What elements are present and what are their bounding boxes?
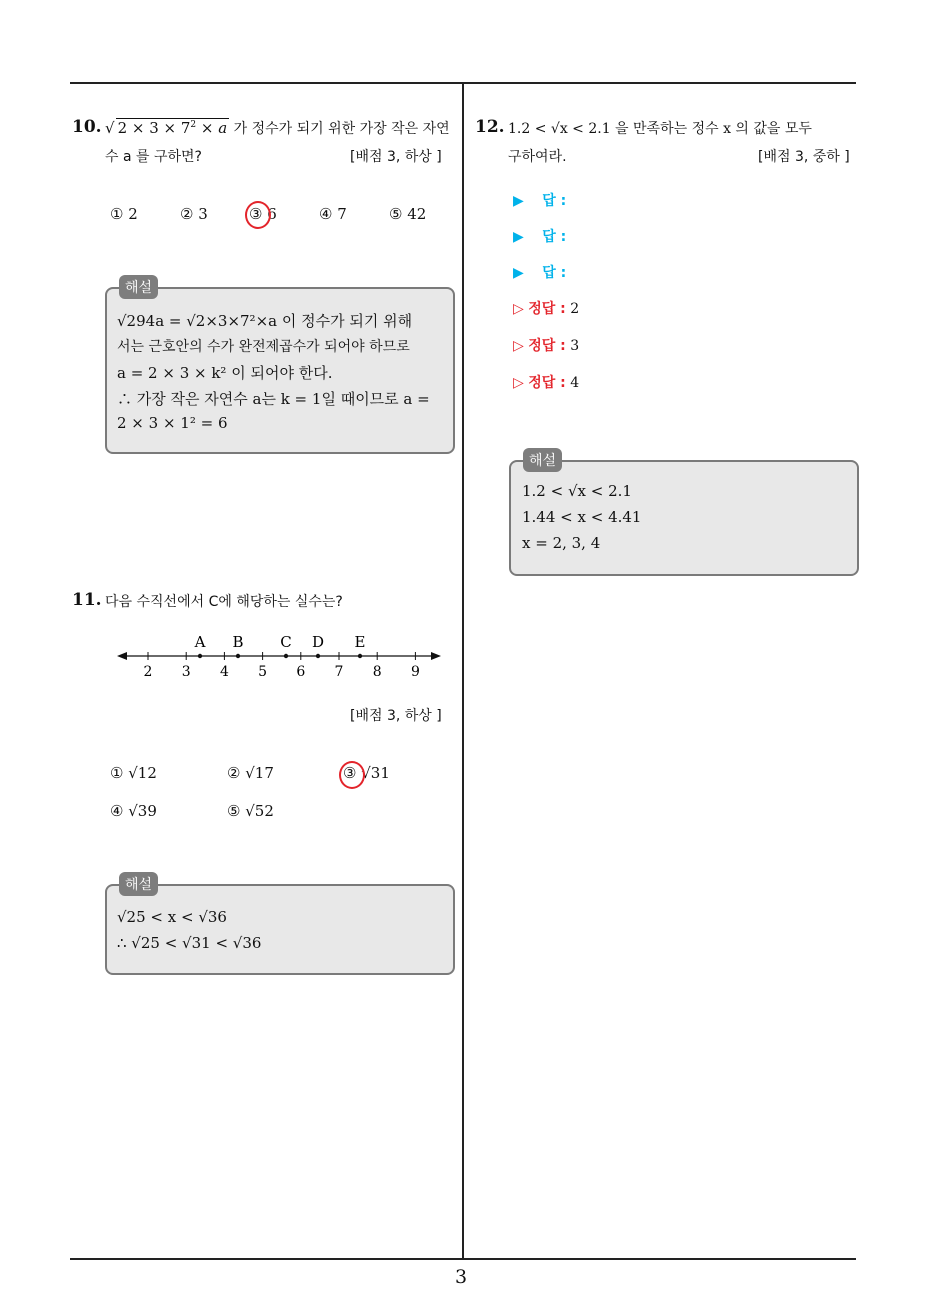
number-line-right-arrow: [431, 652, 441, 660]
q10-number: 10.: [72, 117, 102, 137]
q11-explanation-line-1: √25 < x < √36: [117, 908, 227, 926]
q12-answer-label-2: 답 :: [542, 229, 567, 245]
number-line-point: [198, 654, 202, 658]
q12-answer-label-1: 답 :: [542, 193, 567, 209]
q12-explanation-line-2: 1.44 < x < 4.41: [522, 508, 642, 526]
q11-number: 11.: [72, 590, 102, 610]
q10-explanation-line-4: ∴ 가장 작은 자연수 a는 k = 1일 때이므로 a =: [117, 390, 430, 408]
q10-score: [배점 3, 하상 ]: [350, 149, 442, 165]
outline-play-icon: ▷: [513, 338, 524, 354]
number-line-point: [236, 654, 240, 658]
q12-correct-row-2: [513, 335, 579, 355]
q12-explanation-tag: 해설: [523, 448, 562, 472]
q11-explanation-box: [105, 884, 455, 975]
q10-choice-3[interactable]: ③ 6: [249, 205, 277, 223]
q10-stem: [105, 118, 450, 138]
q12-stem-line2: 구하여라.: [508, 149, 567, 165]
q10-explanation-line-5: 2 × 3 × 1² = 6: [117, 414, 228, 432]
q10-stem-text: 가 정수가 되기 위한 가장 작은 자연: [229, 121, 450, 137]
q12-answer-row-2: [513, 226, 566, 246]
q12-correct-row-3: [513, 372, 579, 392]
play-icon: ▶: [513, 265, 524, 281]
q12-explanation-line-3: x = 2, 3, 4: [522, 534, 601, 552]
q12-correct-answer-3: 4: [570, 375, 580, 391]
number-line-point-label: C: [280, 633, 292, 651]
q10-choice-4[interactable]: ④ 7: [319, 205, 347, 223]
play-icon: ▶: [513, 193, 524, 209]
q10-stem-line2: 수 a 를 구하면?: [105, 149, 202, 165]
q12-correct-label-2: 정답 :: [528, 338, 566, 354]
q11-score: [배점 3, 하상 ]: [350, 708, 442, 724]
q11-explanation-line-2: ∴ √25 < √31 < √36: [117, 934, 262, 952]
number-line-tick-label: 9: [410, 664, 420, 680]
q12-answer-label-3: 답 :: [542, 265, 567, 281]
q12-score: [배점 3, 중하 ]: [758, 149, 850, 165]
number-line-left-arrow: [117, 652, 127, 660]
number-line-tick-label: 4: [219, 664, 229, 680]
q11-choice-5[interactable]: ⑤ √52: [227, 802, 274, 820]
q11-choice-4[interactable]: ④ √39: [110, 802, 157, 820]
number-line-point: [358, 654, 362, 658]
number-line-tick-label: 2: [143, 664, 153, 680]
number-line-tick-label: 3: [181, 664, 191, 680]
q10-answer-mark: [245, 201, 271, 229]
q12-correct-label-3: 정답 :: [528, 375, 566, 391]
page-number: 3: [455, 1266, 468, 1288]
number-line-tick-label: 5: [258, 664, 268, 680]
q12-explanation-line-1: 1.2 < √x < 2.1: [522, 482, 632, 500]
outline-play-icon: ▷: [513, 301, 524, 317]
number-line-point-label: D: [311, 633, 325, 651]
q10-explanation-line-1: √294a = √2×3×7²×a 이 정수가 되기 위해: [117, 312, 413, 330]
q12-correct-label-1: 정답 :: [528, 301, 566, 317]
number-line-point: [284, 654, 288, 658]
number-line-point-label: A: [194, 633, 206, 651]
q10-radical: √ $2 \times 3 \times 7^2 \times a$: [105, 119, 228, 137]
number-line-tick-label: 7: [334, 664, 344, 680]
q10-explanation-line-2: 서는 근호안의 수가 완전제곱수가 되어야 하므로: [117, 339, 410, 355]
column-divider: [462, 82, 464, 1259]
q10-explanation-tag: 해설: [119, 275, 158, 299]
number-line-point: [316, 654, 320, 658]
q10-explanation-line-3: a = 2 × 3 × k² 이 되어야 한다.: [117, 364, 333, 382]
play-icon: ▶: [513, 229, 524, 245]
q12-answer-row-3: [513, 262, 566, 282]
q10-choice-2[interactable]: ② 3: [180, 205, 208, 223]
q11-choice-1[interactable]: ① √12: [110, 764, 157, 782]
q11-number-line: [115, 630, 445, 685]
q11-stem: 다음 수직선에서 C에 해당하는 실수는?: [105, 594, 343, 610]
q12-number: 12.: [475, 117, 505, 137]
q10-choice-1[interactable]: ① 2: [110, 205, 138, 223]
bottom-rule: [70, 1258, 856, 1260]
q12-answer-row-1: [513, 190, 566, 210]
outline-play-icon: ▷: [513, 375, 524, 391]
q12-stem: 1.2 < √x < 2.1 을 만족하는 정수 x 의 값을 모두: [508, 121, 812, 137]
q11-answer-mark: [339, 761, 365, 789]
q12-correct-answer-2: 3: [570, 338, 580, 354]
number-line-point-label: E: [354, 633, 366, 651]
q11-choice-2[interactable]: ② √17: [227, 764, 274, 782]
q10-choice-5[interactable]: ⑤ 42: [389, 205, 427, 223]
number-line-tick-label: 8: [372, 664, 382, 680]
number-line-tick-label: 6: [296, 664, 306, 680]
q11-explanation-tag: 해설: [119, 872, 158, 896]
q12-correct-row-1: [513, 298, 579, 318]
q12-correct-answer-1: 2: [570, 301, 580, 317]
q11-choice-3[interactable]: ③ √31: [343, 764, 390, 782]
number-line-point-label: B: [232, 633, 244, 651]
